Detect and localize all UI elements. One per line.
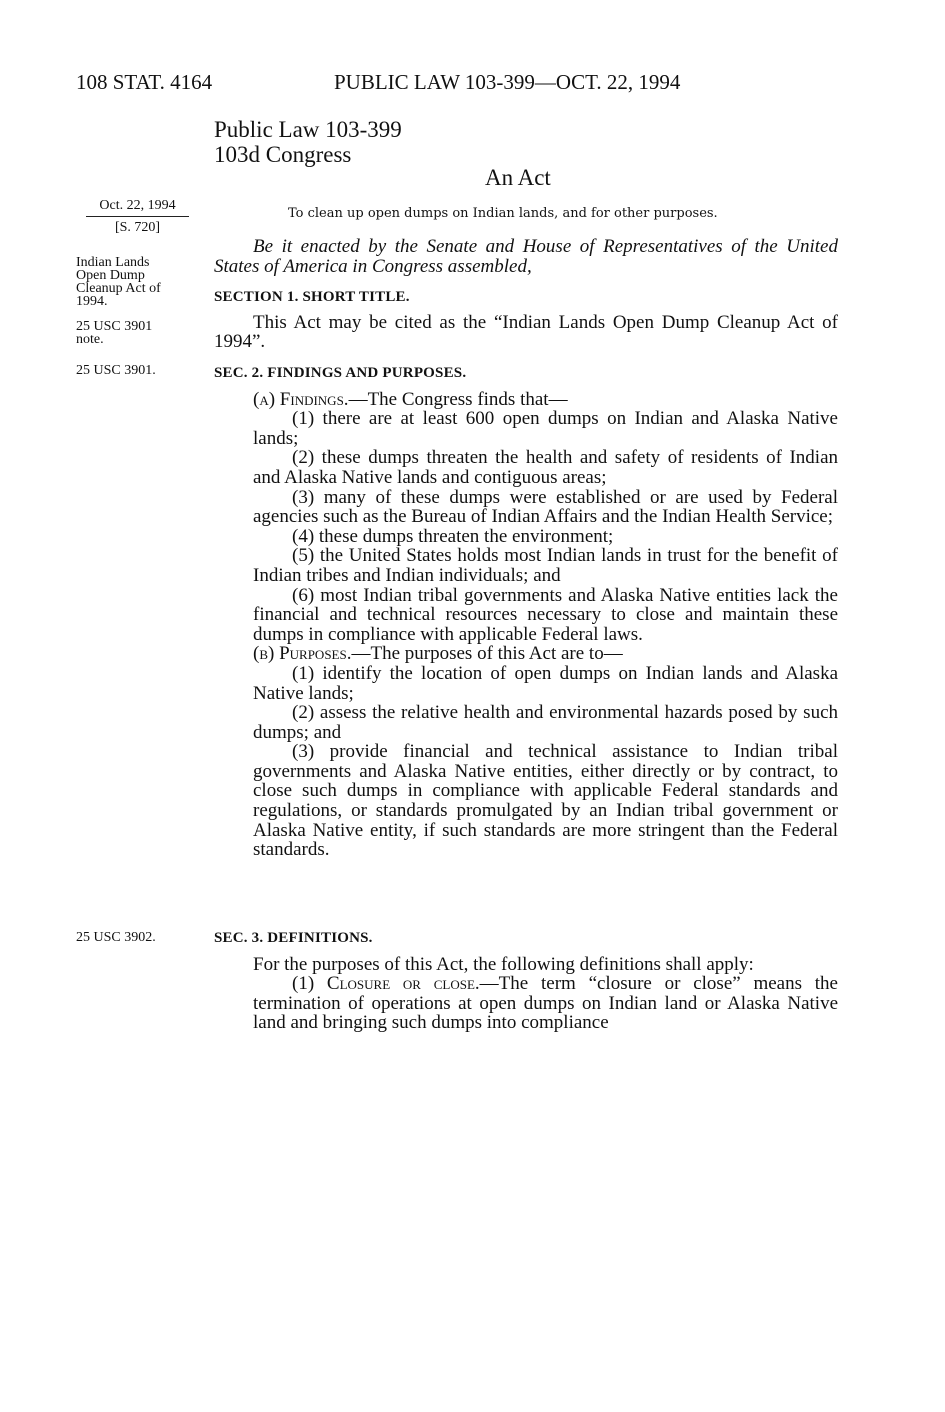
margin-line: 1994. — [76, 294, 108, 309]
purpose-item: (3) provide financial and technical assistance to Indian tribal governments and Alaska Native entities, either directly or by contract, to close such dumps in compliance with applicable Federal standards and regulations, or standards promulgated by an Indian tribal government or Alaska Native entity, if such standards are more stringent than the Federal standards. — [253, 741, 838, 861]
section-1-heading: SECTION 1. SHORT TITLE. — [214, 289, 410, 305]
congress-number: 103d Congress — [214, 142, 352, 167]
margin-note-cite — [76, 320, 152, 346]
margin-bill-number: [S. 720] — [114, 220, 161, 235]
section-3 — [214, 929, 838, 1033]
finding-item: (2) these dumps threaten the health and safety of residents of Indian and Alaska Native lands and contiguous areas; — [253, 447, 838, 488]
section-2 — [214, 364, 838, 860]
definition-item — [214, 974, 838, 1033]
act-purpose: To clean up open dumps on Indian lands, and for other purposes. — [288, 206, 718, 221]
margin-line: 25 USC 3901 — [76, 319, 153, 334]
findings-intro-text: —The Congress finds that— — [348, 388, 568, 410]
finding-item: (4) these dumps threaten the environment; — [292, 525, 614, 547]
section-2-heading: SEC. 2. FINDINGS AND PURPOSES. — [214, 365, 467, 381]
margin-date-box — [76, 195, 199, 238]
section-1-text: This Act may be cited as the “Indian Lands Open Dump Cleanup Act of 1994”. — [214, 311, 838, 353]
purpose-item: (1) identify the location of open dumps on Indian lands and Alaska Native lands; — [253, 662, 838, 704]
section-3-intro: For the purposes of this Act, the following definitions shall apply: — [253, 953, 754, 975]
law-title-block — [214, 117, 402, 167]
margin-date: Oct. 22, 1994 — [99, 198, 176, 213]
enacting-clause-block — [214, 237, 838, 276]
an-act-heading: An Act — [485, 165, 551, 190]
purposes-label: (b) Purposes. — [253, 643, 352, 665]
purposes-intro — [214, 644, 838, 664]
purpose-item: (2) assess the relative health and environmental hazards posed by such dumps; and — [253, 702, 838, 743]
definition-text: —The term “closure or close” means the termination of operations at open dumps on Indian land or Alaska Native land and bringing such dumps into compliance — [253, 973, 838, 1034]
public-law-number: Public Law 103-399 — [214, 117, 402, 142]
finding-item: (6) most Indian tribal governments and Alaska Native entities lack the financial and technical resources necessary to close and maintain these dumps in compliance with applicable Federal laws. — [253, 584, 838, 645]
margin-sec3-cite: 25 USC 3902. — [76, 930, 156, 945]
margin-short-title — [76, 256, 161, 308]
finding-item: (5) the United States holds most Indian lands in trust for the benefit of Indian tribes and Indian individuals; and — [253, 545, 838, 586]
section-3-heading: SEC. 3. DEFINITIONS. — [214, 930, 373, 946]
margin-line: note. — [76, 332, 104, 347]
enacting-clause: Be it enacted by the Senate and House of Representatives of the United States of America in Congress assembled, — [214, 236, 838, 277]
running-head: PUBLIC LAW 103-399—OCT. 22, 1994 — [334, 70, 681, 94]
margin-line: Indian Lands — [76, 255, 150, 270]
page-number-header: 108 STAT. 4164 — [76, 70, 213, 94]
findings-intro — [214, 390, 838, 410]
finding-item: (3) many of these dumps were established or are used by Federal agencies such as the Bureau of Indian Affairs and the Indian Health Service; — [253, 486, 838, 528]
margin-line: Open Dump — [76, 268, 145, 283]
finding-item: (1) there are at least 600 open dumps on Indian and Alaska Native lands; — [253, 408, 838, 449]
margin-sec2-cite: 25 USC 3901. — [76, 363, 156, 378]
section-1 — [214, 288, 838, 352]
margin-line: Cleanup Act of — [76, 281, 161, 296]
definition-label: (1) Closure or close. — [292, 973, 480, 995]
purposes-intro-text: —The purposes of this Act are to— — [351, 643, 623, 665]
findings-label: (a) Findings. — [253, 388, 349, 410]
